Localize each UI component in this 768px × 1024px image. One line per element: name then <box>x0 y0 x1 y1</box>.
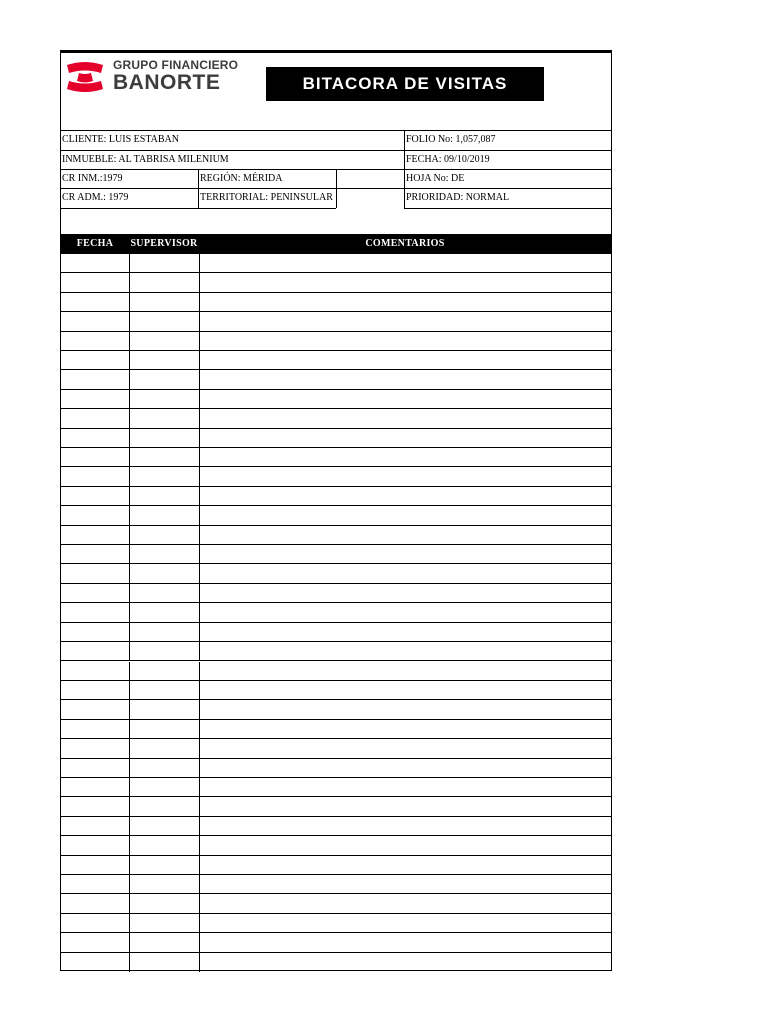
comentarios-cell[interactable] <box>199 312 611 330</box>
comentarios-cell[interactable] <box>199 584 611 602</box>
fecha-cell[interactable] <box>61 894 130 912</box>
fecha-cell[interactable] <box>61 409 130 427</box>
fecha-cell[interactable] <box>61 914 130 932</box>
supervisor-cell[interactable] <box>129 526 200 544</box>
supervisor-cell[interactable] <box>129 545 200 563</box>
column-header-fecha: FECHA <box>76 238 114 249</box>
table-row <box>61 370 611 389</box>
supervisor-cell[interactable] <box>129 797 200 815</box>
table-row <box>61 642 611 661</box>
table-row <box>61 914 611 933</box>
table-row <box>61 409 611 428</box>
comentarios-cell[interactable] <box>199 778 611 796</box>
prioridad-field: PRIORIDAD: NORMAL <box>406 192 510 203</box>
cr-inm-field: CR INM.:1979 <box>62 173 123 184</box>
form-title: BITACORA DE VISITAS <box>266 67 544 101</box>
supervisor-cell[interactable] <box>129 254 200 272</box>
table-row <box>61 293 611 312</box>
comentarios-cell[interactable] <box>199 254 611 272</box>
folio-field: FOLIO No: 1,057,087 <box>406 134 496 145</box>
table-row <box>61 564 611 583</box>
table-row <box>61 623 611 642</box>
divider <box>61 208 336 209</box>
fecha-cell[interactable] <box>61 448 130 466</box>
fecha-cell[interactable] <box>61 332 130 350</box>
fecha-cell[interactable] <box>61 623 130 641</box>
table-row <box>61 778 611 797</box>
fecha-cell[interactable] <box>61 797 130 815</box>
comentarios-cell[interactable] <box>199 836 611 854</box>
comentarios-cell[interactable] <box>199 526 611 544</box>
fecha-cell[interactable] <box>61 351 130 369</box>
supervisor-cell[interactable] <box>129 273 200 291</box>
comentarios-cell[interactable] <box>199 293 611 311</box>
supervisor-cell[interactable] <box>129 894 200 912</box>
supervisor-cell[interactable] <box>129 564 200 582</box>
fecha-cell[interactable] <box>61 526 130 544</box>
fecha-cell[interactable] <box>61 759 130 777</box>
supervisor-cell[interactable] <box>129 293 200 311</box>
supervisor-cell[interactable] <box>129 623 200 641</box>
fecha-cell[interactable] <box>61 720 130 738</box>
comentarios-cell[interactable] <box>199 642 611 660</box>
comentarios-cell[interactable] <box>199 914 611 932</box>
comentarios-cell[interactable] <box>199 448 611 466</box>
fecha-cell[interactable] <box>61 545 130 563</box>
table-row <box>61 332 611 351</box>
table-row <box>61 933 611 952</box>
comentarios-cell[interactable] <box>199 933 611 951</box>
fecha-cell[interactable] <box>61 603 130 621</box>
supervisor-cell[interactable] <box>129 603 200 621</box>
table-row <box>61 506 611 525</box>
comentarios-cell[interactable] <box>199 409 611 427</box>
supervisor-cell[interactable] <box>129 467 200 485</box>
fecha-cell[interactable] <box>61 273 130 291</box>
supervisor-cell[interactable] <box>129 506 200 524</box>
fecha-cell[interactable] <box>61 390 130 408</box>
comentarios-cell[interactable] <box>199 720 611 738</box>
table-row <box>61 662 611 681</box>
fecha-cell[interactable] <box>61 953 130 972</box>
table-row <box>61 603 611 622</box>
comentarios-cell[interactable] <box>199 623 611 641</box>
supervisor-cell[interactable] <box>129 720 200 738</box>
table-row <box>61 720 611 739</box>
comentarios-cell[interactable] <box>199 545 611 563</box>
fecha-cell[interactable] <box>61 778 130 796</box>
comentarios-cell[interactable] <box>199 797 611 815</box>
fecha-cell[interactable] <box>61 642 130 660</box>
supervisor-cell[interactable] <box>129 739 200 757</box>
fecha-field: FECHA: 09/10/2019 <box>406 154 490 165</box>
table-row <box>61 390 611 409</box>
table-row <box>61 526 611 545</box>
inmueble-field: INMUEBLE: AL TABRISA MILENIUM <box>62 154 229 165</box>
logo-text-banorte: BANORTE <box>113 71 221 94</box>
supervisor-cell[interactable] <box>129 312 200 330</box>
supervisor-cell[interactable] <box>129 759 200 777</box>
table-row <box>61 487 611 506</box>
fecha-cell[interactable] <box>61 293 130 311</box>
table-row <box>61 312 611 331</box>
fecha-cell[interactable] <box>61 429 130 447</box>
supervisor-cell[interactable] <box>129 390 200 408</box>
supervisor-cell[interactable] <box>129 953 200 972</box>
comentarios-cell[interactable] <box>199 817 611 835</box>
comentarios-cell[interactable] <box>199 759 611 777</box>
supervisor-cell[interactable] <box>129 370 200 388</box>
cliente-field: CLIENTE: LUIS ESTABAN <box>62 134 179 145</box>
comentarios-cell[interactable] <box>199 273 611 291</box>
comentarios-cell[interactable] <box>199 875 611 893</box>
fecha-cell[interactable] <box>61 564 130 582</box>
column-header-comentarios: COMENTARIOS <box>365 238 445 249</box>
logo-text-grupo-financiero: GRUPO FINANCIERO <box>113 58 239 72</box>
comentarios-cell[interactable] <box>199 681 611 699</box>
table-row <box>61 429 611 448</box>
fecha-cell[interactable] <box>61 487 130 505</box>
fecha-cell[interactable] <box>61 700 130 718</box>
divider <box>336 169 337 208</box>
supervisor-cell[interactable] <box>129 642 200 660</box>
hoja-field: HOJA No: DE <box>406 173 465 184</box>
comentarios-cell[interactable] <box>199 487 611 505</box>
fecha-cell[interactable] <box>61 370 130 388</box>
supervisor-cell[interactable] <box>129 584 200 602</box>
banorte-logo <box>63 57 243 97</box>
fecha-cell[interactable] <box>61 875 130 893</box>
fecha-cell[interactable] <box>61 662 130 680</box>
table-row <box>61 875 611 894</box>
table-row <box>61 797 611 816</box>
table-row <box>61 817 611 836</box>
fecha-cell[interactable] <box>61 506 130 524</box>
table-row <box>61 273 611 292</box>
fecha-cell[interactable] <box>61 584 130 602</box>
table-row <box>61 681 611 700</box>
comentarios-cell[interactable] <box>199 700 611 718</box>
comentarios-cell[interactable] <box>199 564 611 582</box>
supervisor-cell[interactable] <box>129 351 200 369</box>
table-row <box>61 448 611 467</box>
supervisor-cell[interactable] <box>129 933 200 951</box>
comentarios-cell[interactable] <box>199 429 611 447</box>
comentarios-cell[interactable] <box>199 390 611 408</box>
supervisor-cell[interactable] <box>129 778 200 796</box>
table-row <box>61 545 611 564</box>
fecha-cell[interactable] <box>61 817 130 835</box>
comentarios-cell[interactable] <box>199 662 611 680</box>
fecha-cell[interactable] <box>61 467 130 485</box>
supervisor-cell[interactable] <box>129 448 200 466</box>
fecha-cell[interactable] <box>61 254 130 272</box>
territorial-field: TERRITORIAL: PENINSULAR <box>200 192 333 203</box>
table-row <box>61 759 611 778</box>
fecha-cell[interactable] <box>61 856 130 874</box>
supervisor-cell[interactable] <box>129 429 200 447</box>
fecha-cell[interactable] <box>61 681 130 699</box>
table-row <box>61 739 611 758</box>
comentarios-cell[interactable] <box>199 856 611 874</box>
supervisor-cell[interactable] <box>129 700 200 718</box>
table-row <box>61 836 611 855</box>
supervisor-cell[interactable] <box>129 836 200 854</box>
comentarios-cell[interactable] <box>199 467 611 485</box>
table-row <box>61 953 611 972</box>
table-row <box>61 254 611 273</box>
comentarios-cell[interactable] <box>199 739 611 757</box>
table-row <box>61 700 611 719</box>
table-row <box>61 467 611 486</box>
fecha-cell[interactable] <box>61 933 130 951</box>
supervisor-cell[interactable] <box>129 817 200 835</box>
banorte-emblem-icon <box>63 59 107 95</box>
comentarios-cell[interactable] <box>199 351 611 369</box>
fecha-cell[interactable] <box>61 836 130 854</box>
supervisor-cell[interactable] <box>129 332 200 350</box>
fecha-cell[interactable] <box>61 739 130 757</box>
comentarios-cell[interactable] <box>199 332 611 350</box>
comentarios-cell[interactable] <box>199 894 611 912</box>
comentarios-cell[interactable] <box>199 953 611 972</box>
supervisor-cell[interactable] <box>129 875 200 893</box>
supervisor-cell[interactable] <box>129 409 200 427</box>
comentarios-cell[interactable] <box>199 506 611 524</box>
supervisor-cell[interactable] <box>129 914 200 932</box>
supervisor-cell[interactable] <box>129 487 200 505</box>
comentarios-cell[interactable] <box>199 603 611 621</box>
cr-adm-field: CR ADM.: 1979 <box>62 192 129 203</box>
visit-log-form <box>60 50 612 971</box>
divider <box>404 208 611 209</box>
comentarios-cell[interactable] <box>199 370 611 388</box>
region-field: REGIÓN: MÉRIDA <box>200 173 283 184</box>
supervisor-cell[interactable] <box>129 662 200 680</box>
table-row <box>61 351 611 370</box>
column-header-supervisor: SUPERVISOR <box>130 238 198 249</box>
fecha-cell[interactable] <box>61 312 130 330</box>
table-header <box>61 234 611 254</box>
supervisor-cell[interactable] <box>129 856 200 874</box>
table-row <box>61 856 611 875</box>
table-row <box>61 584 611 603</box>
table-row <box>61 894 611 913</box>
supervisor-cell[interactable] <box>129 681 200 699</box>
